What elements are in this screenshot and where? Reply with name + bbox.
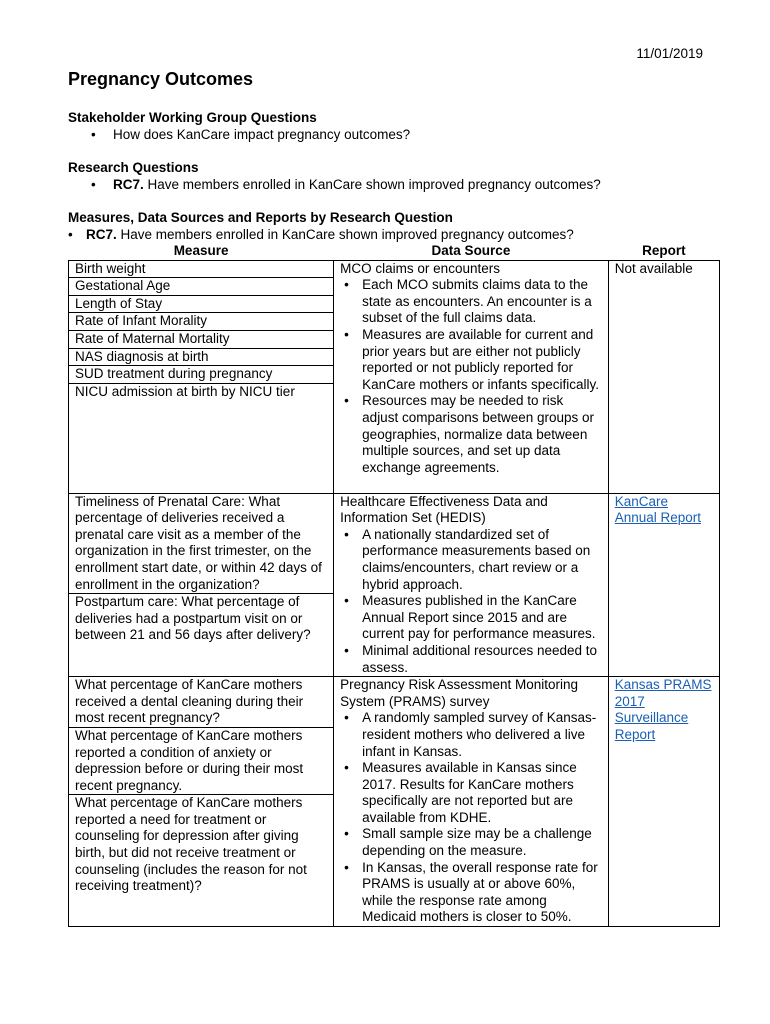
list-item: • Minimal additional resources needed to assess. xyxy=(340,643,602,676)
data-source-cell xyxy=(334,677,609,927)
measures-section xyxy=(68,209,453,226)
bullet-icon: • xyxy=(68,227,73,242)
stakeholder-question-item xyxy=(68,126,410,143)
measure-cell xyxy=(69,493,334,677)
report-cell xyxy=(608,493,719,677)
measures-rq-text: Have members enrolled in KanCare shown improved pregnancy outcomes? xyxy=(120,227,574,242)
document-date: 11/01/2019 xyxy=(636,46,703,61)
table-row xyxy=(69,260,720,493)
list-item: • Resources may be needed to risk adjust comparisons between groups or geographies, normalize data between multiple sources, and set up data exchange agreements. xyxy=(340,393,602,476)
research-question-item xyxy=(68,176,601,193)
data-source-list xyxy=(340,710,602,926)
measure-item: SUD treatment during pregnancy xyxy=(69,366,333,384)
measure-item: Rate of Maternal Mortality xyxy=(69,331,333,349)
data-source-list xyxy=(340,527,602,676)
data-source-list xyxy=(340,277,602,476)
kansas-prams-report-link[interactable]: Kansas PRAMS 2017 Surveillance Report xyxy=(614,677,712,742)
header-report: Report xyxy=(642,243,686,258)
measure-cell xyxy=(69,260,334,493)
data-source-cell xyxy=(334,260,609,493)
measure-item: What percentage of KanCare mothers reported a condition of anxiety or depression before or during their most recent pregnancy. xyxy=(69,728,333,795)
report-text: Not available xyxy=(614,260,693,276)
list-item: • In Kansas, the overall response rate for PRAMS is usually at or above 60%, while the response rate among Medicaid mothers is closer to 50%. xyxy=(340,860,602,926)
list-item: • Measures are available for current and prior years but are either not publicly reported or not publicly reported for KanCare mothers or infants specifically. xyxy=(340,327,602,393)
kancare-annual-report-link[interactable]: KanCare Annual Report xyxy=(614,493,702,526)
stakeholder-question: How does KanCare impact pregnancy outcomes? xyxy=(113,127,411,142)
research-heading: Research Questions xyxy=(68,160,199,175)
page-title: Pregnancy Outcomes xyxy=(68,69,254,89)
measure-item: What percentage of KanCare mothers received a dental cleaning during their most recent pregnancy? xyxy=(69,677,333,728)
measure-item: NICU admission at birth by NICU tier xyxy=(75,383,295,399)
measure-item: NAS diagnosis at birth xyxy=(69,349,333,367)
research-question-text: Have members enrolled in KanCare shown improved pregnancy outcomes? xyxy=(147,177,601,192)
list-item: • A nationally standardized set of performance measurements based on claims/encounters, chart review or a hybrid approach. xyxy=(340,527,602,593)
report-cell xyxy=(608,260,719,493)
research-question-code: RC7. xyxy=(113,177,144,192)
bullet-icon: • xyxy=(91,177,96,192)
measures-table xyxy=(68,243,720,927)
table-header-row xyxy=(69,243,720,260)
measure-item: Rate of Infant Morality xyxy=(69,313,333,331)
measure-item: Postpartum care: What percentage of deliveries had a postpartum visit on or between 21 and 56 days after delivery? xyxy=(75,594,311,643)
measure-item: What percentage of KanCare mothers reported a need for treatment or counseling for depression after giving birth, but did not receive treatment or counseling (includes the reason for not receiving treatment)? xyxy=(75,795,307,894)
research-section xyxy=(68,159,601,193)
bullet-icon: • xyxy=(91,127,96,142)
report-cell xyxy=(608,677,719,927)
list-item: • Each MCO submits claims data to the state as encounters. An encounter is a subset of the full claims data. xyxy=(340,277,602,327)
measure-item: Gestational Age xyxy=(69,278,333,296)
header-data-source: Data Source xyxy=(431,243,511,258)
list-item: • Measures available in Kansas since 2017. Results for KanCare mothers specifically are not reported but are available from KDHE. xyxy=(340,760,602,826)
measures-rq-item xyxy=(68,226,574,243)
measure-item: Timeliness of Prenatal Care: What percentage of deliveries received a prenatal care visit as a member of the organization in the first trimester, on the enrollment start date, or within 42 days of enrollment in the organization? xyxy=(69,494,333,595)
header-measure: Measure xyxy=(173,243,229,258)
list-item: • Measures published in the KanCare Annual Report since 2015 and are current pay for performance measures. xyxy=(340,593,602,643)
measure-item: Length of Stay xyxy=(69,296,333,314)
measure-cell xyxy=(69,677,334,927)
data-source-cell xyxy=(334,493,609,677)
stakeholder-heading: Stakeholder Working Group Questions xyxy=(68,110,317,125)
table-row xyxy=(69,677,720,927)
list-item: • Small sample size may be a challenge depending on the measure. xyxy=(340,826,602,859)
measures-rq-code: RC7. xyxy=(86,227,117,242)
list-item: • A randomly sampled survey of Kansas-resident mothers who delivered a live infant in Kansas. xyxy=(340,710,602,760)
data-source-title: Pregnancy Risk Assessment Monitoring System (PRAMS) survey xyxy=(340,677,579,709)
data-source-title: Healthcare Effectiveness Data and Information Set (HEDIS) xyxy=(340,493,548,526)
data-source-title: MCO claims or encounters xyxy=(340,260,500,276)
measure-item: Birth weight xyxy=(69,261,333,279)
measures-heading: Measures, Data Sources and Reports by Research Question xyxy=(68,210,453,225)
stakeholder-section xyxy=(68,109,410,143)
table-row xyxy=(69,493,720,677)
